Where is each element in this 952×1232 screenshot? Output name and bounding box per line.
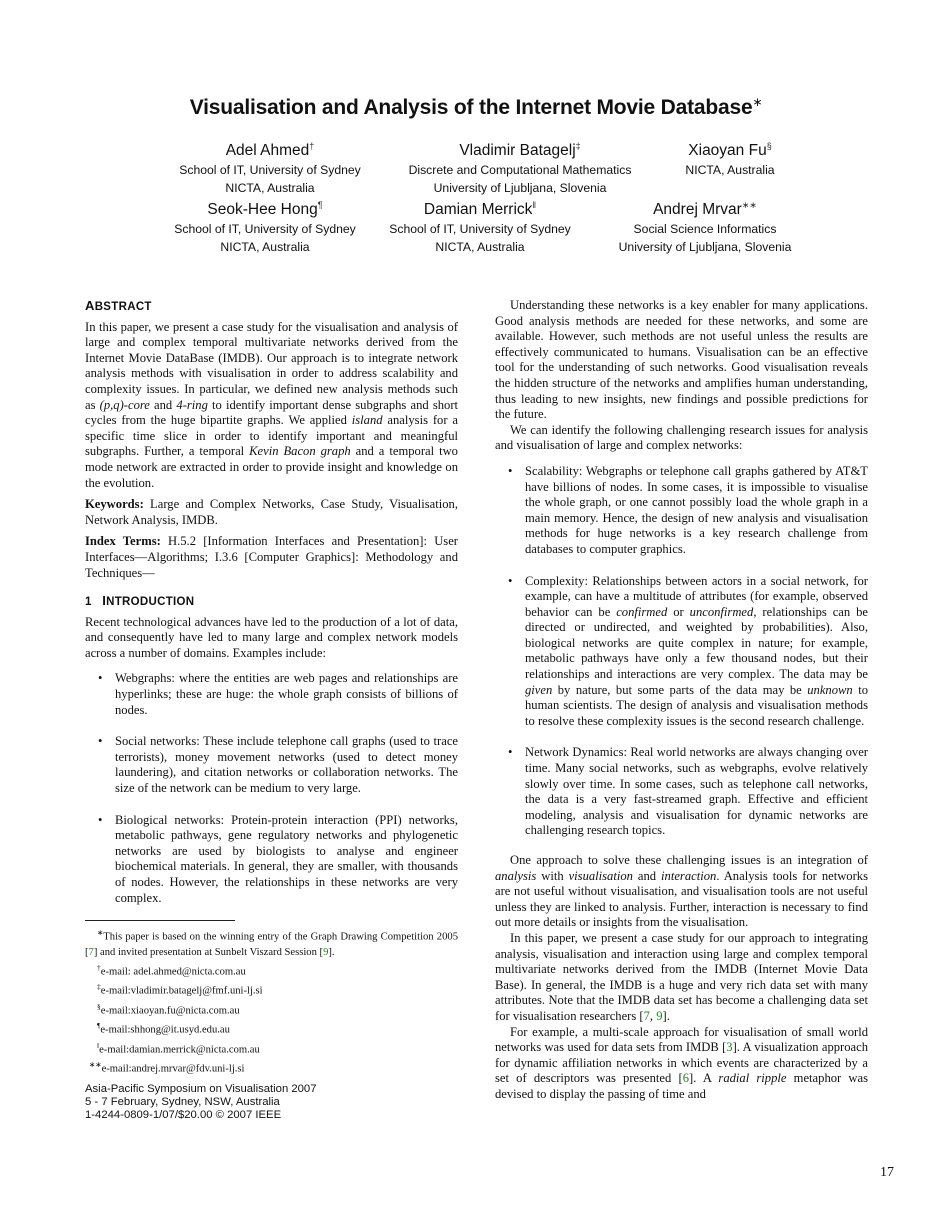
footnote-email: §e-mail:xiaoyan.fu@nicta.com.au (97, 1001, 240, 1017)
author-affiliation: School of IT, University of Sydney (389, 222, 571, 237)
footnote-email: ‖e-mail:damian.merrick@nicta.com.au (97, 1040, 260, 1056)
author-block (380, 195, 580, 256)
list-item: • Biological networks: Protein-protein interaction (PPI) networks, metabolic pathways, gene regulatory networks and phylogenetic networks are used by biologists to analyse and engineer biochemical materials. In general, they are smaller, with thousands of nodes. However, the relationships in these networks are very complex. (98, 812, 458, 905)
keywords: Keywords: Large and Complex Networks, Case Study, Visualisation, Network Analysis, IMDB. (85, 497, 458, 527)
author-affiliation: University of Ljubljana, Slovenia (618, 240, 792, 255)
author-affiliation: NICTA, Australia (685, 163, 775, 178)
right-column (495, 298, 868, 1103)
author-name: Xiaoyan Fu§ (688, 141, 772, 160)
author-name: Andrej Mrvar∗∗ (653, 200, 757, 219)
author-affiliation: University of Ljubljana, Slovenia (433, 181, 607, 196)
paragraph: For example, a multi-scale approach for visualisation of small world networks was used for data sets from IMDB [3]. A visualization approach for dynamic affiliation networks in which events are characterized by a set of descriptors was presented [6]. A radial ripple metaphor was devised to display the passing of time and (495, 1024, 868, 1101)
citation-link[interactable]: 9 (656, 1008, 663, 1023)
author-name: Adel Ahmed† (225, 141, 315, 160)
author-block (150, 195, 380, 256)
author-name: Damian Merrick‖ (423, 200, 537, 219)
title-footnote-mark: ∗ (752, 95, 763, 109)
paragraph: Understanding these networks is a key enabler for many applications. Good analysis methods are needed for these networks, and some are available. However, such methods are not useful unless the results are effectively communicated to humans. Visualisation can be an effective tool for the understanding of such networks. Good visualisation reveals the hidden structure of the networks and amplifies human understanding, thus leading to new insights, new findings and possible predictions for the future. (495, 298, 868, 422)
intro-paragraph: Recent technological advances have led to the production of a lot of data, and consequently have led to many large and complex network models across a number of domains. Examples include: (85, 614, 458, 660)
list-item: • Webgraphs: where the entities are web pages and relationships are hyperlinks; these are huge: the whole graph consists of billions of nodes. (98, 671, 458, 717)
author-affiliation: NICTA, Australia (435, 240, 525, 255)
list-item: • Scalability: Webgraphs or telephone call graphs gathered by AT&T have billions of nodes. In some cases, it is impossible to visualise the whole graph, or one cannot possibly load the whole graph in a main memory. Hence, the design of new analysis and visualisation methods for huge networks is a key research challenge from databases to computer graphics. (508, 463, 868, 556)
paragraph: In this paper, we present a case study for our approach to integrating analysis, visualisation and interaction using large and complex temporal multivariate networks derived from the IMDB (Internet Movie Data Base). In general, the IMDB is a huge and very rich data set with many attributes. Note that the IMDB data set has become a challenging data set for visualisation researchers [7, 9]. (495, 930, 868, 1023)
author-block (390, 136, 650, 197)
author-name: Vladimir Batagelj‡ (459, 141, 581, 160)
author-block (160, 136, 380, 197)
footnote-email: ¶e-mail:shhong@it.usyd.edu.au (97, 1021, 230, 1036)
footnote-email: ‡e-mail:vladimir.batagelj@fmf.uni-lj.si (97, 982, 263, 997)
left-column (85, 298, 458, 1077)
title-text: Visualisation and Analysis of the Internet Movie Database (189, 96, 753, 119)
list-item: • Complexity: Relationships between actors in a social network, for example, can have a multitude of attributes (for example, observed behavior can be confirmed or unconfirmed, relationships can be directed or undirected, and weighted by probabilities). Also, biological networks are quite complex in nature; for example, metabolic pathways have only a few thousand nodes, but their relationships and interactions are very complex. The data may be given by nature, but some parts of the data may be unknown to human scientists. The design of analysis and visualisation methods to resolve these complexity issues is the second research challenge. (508, 573, 869, 728)
footnote-star: ∗This paper is based on the winning entry of the Graph Drawing Competition 2005 [7] and invited presentation at Sunbelt Viszard Session [9]. (85, 928, 458, 958)
intro-heading: 1 INTRODUCTION (85, 593, 195, 609)
page-number: 17 (880, 1165, 894, 1180)
paragraph: One approach to solve these challenging issues is an integration of analysis with visualisation and interaction. Analysis tools for networks are not useful without visualisation, and visualisation tools are not useful unless they are linked to analysis. Further, interaction is necessary to find out more details or insights from the visualisation. (495, 853, 868, 930)
author-affiliation: NICTA, Australia (220, 240, 310, 255)
paragraph: We can identify the following challenging research issues for analysis and visualisation of large and complex networks: (495, 422, 868, 453)
author-name: Seok-Hee Hong¶ (207, 200, 323, 219)
citation-link[interactable]: 7 (643, 1008, 650, 1023)
author-affiliation: Social Science Informatics (633, 222, 777, 237)
author-affiliation: School of IT, University of Sydney (179, 163, 361, 178)
footnotes (85, 925, 458, 1077)
abstract-heading: ABSTRACT (85, 298, 152, 313)
conference-info: Asia-Pacific Symposium on Visualisation 2007 5 - 7 February, Sydney, NSW, Australia 1-4244-0809-1/07/$20.00 © 2007 IEEE (85, 1083, 317, 1121)
footnote-email: ∗∗e-mail:andrej.mrvar@fdv.uni-lj.si (89, 1060, 245, 1075)
citation-link[interactable]: 3 (726, 1040, 733, 1055)
footnote-rule (85, 920, 235, 921)
examples-list (85, 671, 458, 906)
list-item: • Social networks: These include telephone call graphs (used to trace terrorists), money movement networks (used to detect money laundering), and citation networks or collaboration networks. The size of the network can be medium to very large. (98, 734, 458, 796)
citation-link[interactable]: 6 (682, 1071, 689, 1086)
author-block (610, 195, 800, 256)
index-terms: Index Terms: H.5.2 [Information Interfaces and Presentation]: User Interfaces—Algorithms; I.3.6 [Computer Graphics]: Methodology and Techniques— (85, 534, 458, 580)
author-affiliation: NICTA, Australia (225, 181, 315, 196)
author-block (650, 136, 810, 179)
paper-title (0, 95, 952, 120)
challenges-list (495, 464, 868, 839)
abstract-text: In this paper, we present a case study for the visualisation and analysis of large and complex temporal multivariate networks derived from the Internet Movie DataBase (IMDB). Our approach is to integrate network analysis methods with visualisation in order to address scalability and complexity issues. In particular, we defined new analysis methods such as (p,q)-core and 4-ring to identify important dense subgraphs and short cycles from the huge bipartite graphs. We applied island analysis for a specific time slice in order to identify important and meaningful subgraphs. Further, a temporal Kevin Bacon graph and a temporal two mode network are extracted in order to provide insight and knowledge on the evolution. (85, 319, 459, 490)
author-affiliation: School of IT, University of Sydney (174, 222, 356, 237)
list-item: • Network Dynamics: Real world networks are always changing over time. Many social networks, such as webgraphs, evolve relatively slowly over time. In some cases, such as telephone call networks, the data is a very fast-streamed graph. Effective and efficient modeling, analysis and visualisation for dynamic networks are challenging research topics. (508, 745, 868, 838)
footnote-email: †e-mail: adel.ahmed@nicta.com.au (97, 962, 246, 978)
author-affiliation: Discrete and Computational Mathematics (408, 163, 632, 178)
